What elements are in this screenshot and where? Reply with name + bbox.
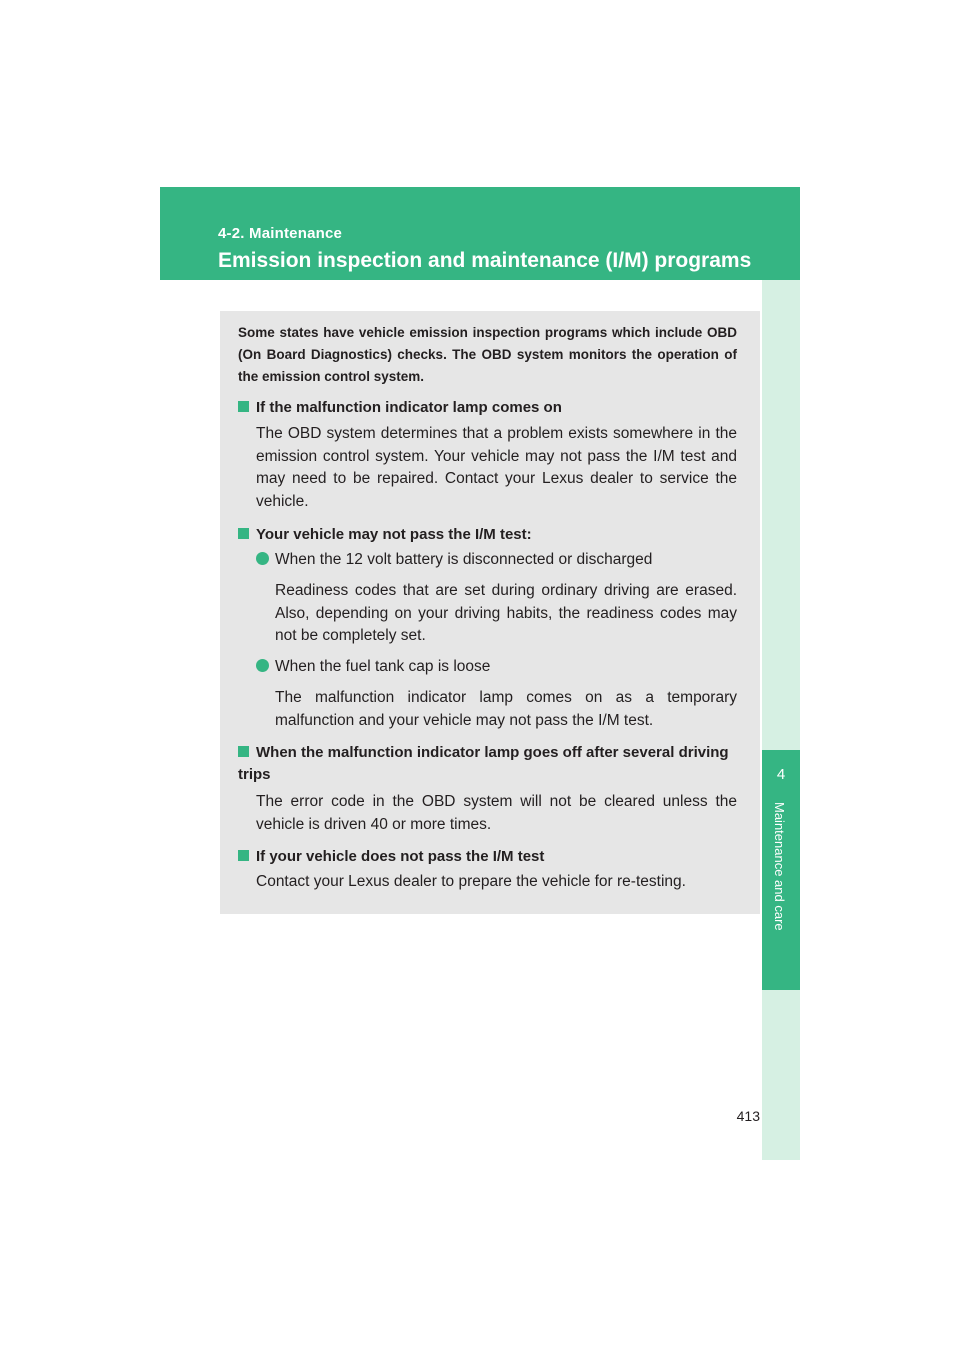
round-bullet-icon [256,552,269,565]
section-body-does-not-pass: Contact your Lexus dealer to prepare the vehicle for re-testing. [256,873,686,890]
bullet-fuel-cap-text: The malfunction indicator lamp comes on as a temporary malfunction and your vehicle may not pass the I/M test. [275,689,737,729]
content-box [220,311,760,914]
header-band [160,187,800,280]
square-bullet-icon [238,850,249,861]
bullet-battery-text: Readiness codes that are set during ordinary driving are erased. Also, depending on your driving habits, the readiness codes may not be completely set. [275,582,737,644]
page-number: 413 [736,1108,760,1124]
section-title-text: Your vehicle may not pass the I/M test: [256,526,532,543]
section-title-lamp-off [238,742,743,786]
section-title-may-not-pass [238,524,743,546]
section-title-text: If your vehicle does not pass the I/M test [256,848,545,865]
section-title-lamp-on [238,397,743,419]
section-body-lamp-off: The error code in the OBD system will not be cleared unless the vehicle is driven 40 or more times. [256,793,737,833]
intro-text: Some states have vehicle emission inspection programs which include OBD (On Board Diagnostics) checks. The OBD system monitors the operation of the emission control system. [238,325,737,384]
section-body-lamp-on: The OBD system determines that a problem exists somewhere in the emission control system. Your vehicle may not pass the I/M test and may need to be repaired. Contact your Lexus dealer to service the vehicle. [256,425,737,510]
section-label: 4-2. Maintenance [218,225,343,242]
chapter-title: Maintenance and care [772,802,787,931]
chapter-tab [762,750,800,990]
section-title-does-not-pass [238,846,743,868]
bullet-label: When the fuel tank cap is loose [275,658,491,675]
bullet-label: When the 12 volt battery is disconnected or discharged [275,551,653,568]
square-bullet-icon [238,528,249,539]
page-title: Emission inspection and maintenance (I/M) programs [218,249,752,272]
section-title-text: If the malfunction indicator lamp comes on [256,399,562,416]
section-title-text: When the malfunction indicator lamp goes off after several driving trips [238,744,729,783]
side-tab-band [762,280,800,1160]
round-bullet-icon [256,659,269,672]
chapter-number: 4 [776,766,786,783]
bullet-battery [256,549,737,572]
bullet-fuel-cap [256,656,737,679]
square-bullet-icon [238,746,249,757]
square-bullet-icon [238,401,249,412]
